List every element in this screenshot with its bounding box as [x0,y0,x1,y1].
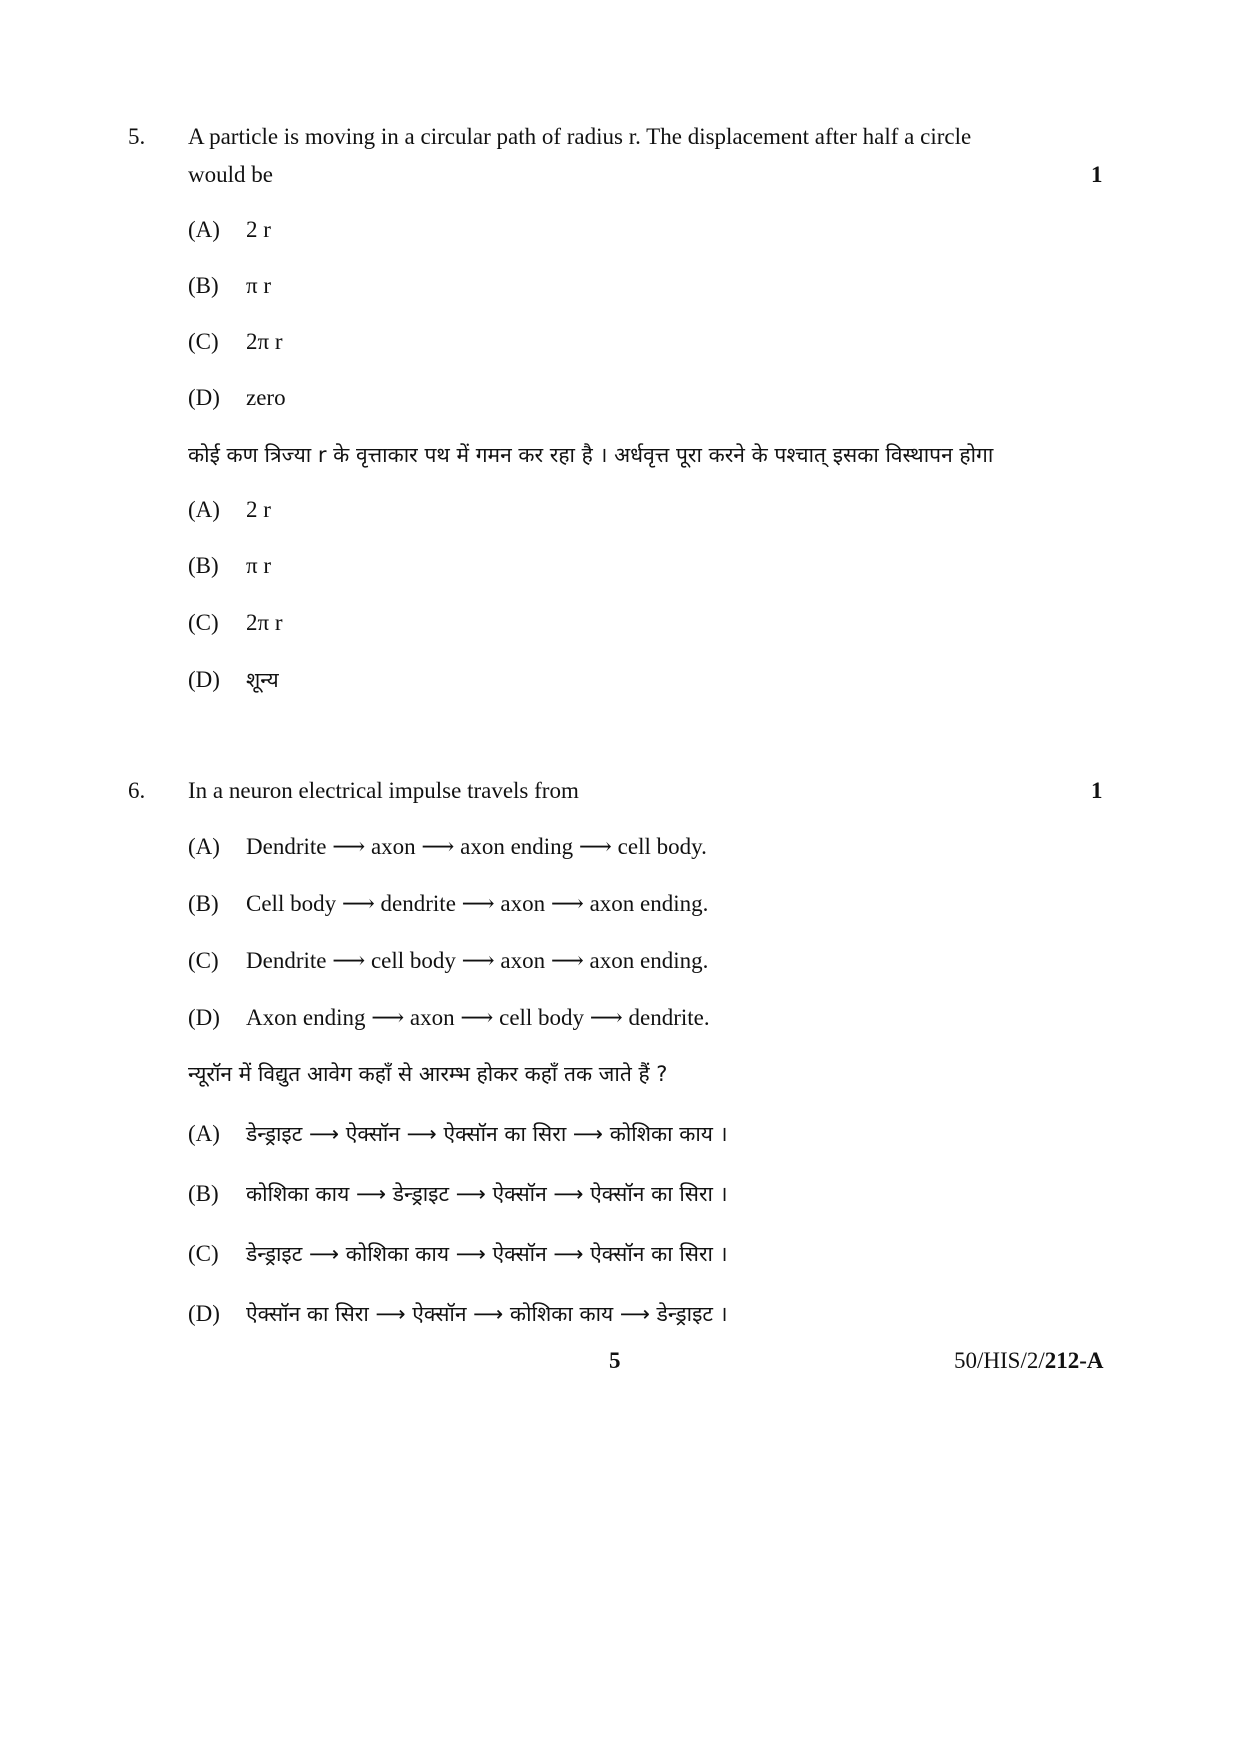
option-text: Axon ending ⟶ axon ⟶ cell body ⟶ dendrite. [246,1005,710,1030]
paper-code-bold: 212-A [1044,1348,1104,1373]
option-text: zero [246,385,286,410]
option-label: (A) [188,497,220,522]
option-a [188,217,271,243]
option-a-hi [188,1120,728,1148]
option-d-hi [188,666,279,694]
question-marks: 1 [1091,162,1103,187]
option-label: (C) [188,610,219,635]
option-text: Dendrite ⟶ cell body ⟶ axon ⟶ axon ending. [246,948,709,973]
option-a [188,834,707,860]
option-text: ऐक्सॉन का सिरा ⟶ ऐक्सॉन ⟶ कोशिका काय ⟶ डेन्ड्राइट । [246,1302,728,1326]
question-number: 5. [128,124,146,149]
option-text: Cell body ⟶ dendrite ⟶ axon ⟶ axon ending. [246,891,709,916]
option-b [188,273,271,299]
option-text: Dendrite ⟶ axon ⟶ axon ending ⟶ cell body. [246,834,707,859]
question-marks: 1 [1091,778,1103,803]
question-text-hi: न्यूरॉन में विद्युत आवेग कहाँ से आरम्भ होकर कहाँ तक जाते हैं ? [188,1062,668,1086]
option-label: (D) [188,667,220,692]
option-text: 2π r [246,610,283,635]
option-b-hi [188,1180,728,1208]
page-number: 5 [609,1348,621,1373]
option-text: कोशिका काय ⟶ डेन्ड्राइट ⟶ ऐक्सॉन ⟶ ऐक्सॉन का सिरा । [246,1182,728,1206]
paper-code-prefix: 50/HIS/2/ [954,1348,1045,1373]
option-label: (C) [188,948,219,973]
question-text-hi: कोई कण त्रिज्या r के वृत्ताकार पथ में गमन कर रहा है । अर्धवृत्त पूरा करने के पश्चात् इसका विस्थापन होगा [188,443,994,467]
option-label: (B) [188,273,219,298]
option-label: (A) [188,1121,220,1146]
option-label: (B) [188,1181,219,1206]
option-a-hi [188,497,271,523]
option-text: 2π r [246,329,283,354]
option-c-hi [188,1240,728,1268]
option-c [188,948,708,974]
option-text: π r [246,553,272,578]
option-label: (B) [188,891,219,916]
option-d [188,1005,710,1031]
option-d-hi [188,1300,728,1328]
option-b-hi [188,553,271,579]
option-label: (D) [188,1301,220,1326]
option-text: 2 r [246,497,271,522]
option-text: डेन्ड्राइट ⟶ कोशिका काय ⟶ ऐक्सॉन ⟶ ऐक्सॉन का सिरा । [246,1242,728,1266]
paper-code [954,1348,1104,1374]
option-b [188,891,708,917]
question-text-en: In a neuron electrical impulse travels from [188,778,579,803]
option-label: (C) [188,329,219,354]
option-c [188,329,283,355]
option-label: (D) [188,385,220,410]
option-d [188,385,286,411]
question-number: 6. [128,778,146,803]
question-text-en-cont: would be [188,162,273,187]
option-text: शून्य [246,668,279,692]
option-text: 2 r [246,217,271,242]
option-c-hi [188,610,283,636]
option-label: (A) [188,217,220,242]
option-label: (B) [188,553,219,578]
option-text: π r [246,273,272,298]
option-label: (A) [188,834,220,859]
option-label: (C) [188,1241,219,1266]
option-label: (D) [188,1005,220,1030]
option-text: डेन्ड्राइट ⟶ ऐक्सॉन ⟶ ऐक्सॉन का सिरा ⟶ कोशिका काय । [246,1122,728,1146]
question-text-en: A particle is moving in a circular path of radius r. The displacement after half a circle [188,124,972,149]
